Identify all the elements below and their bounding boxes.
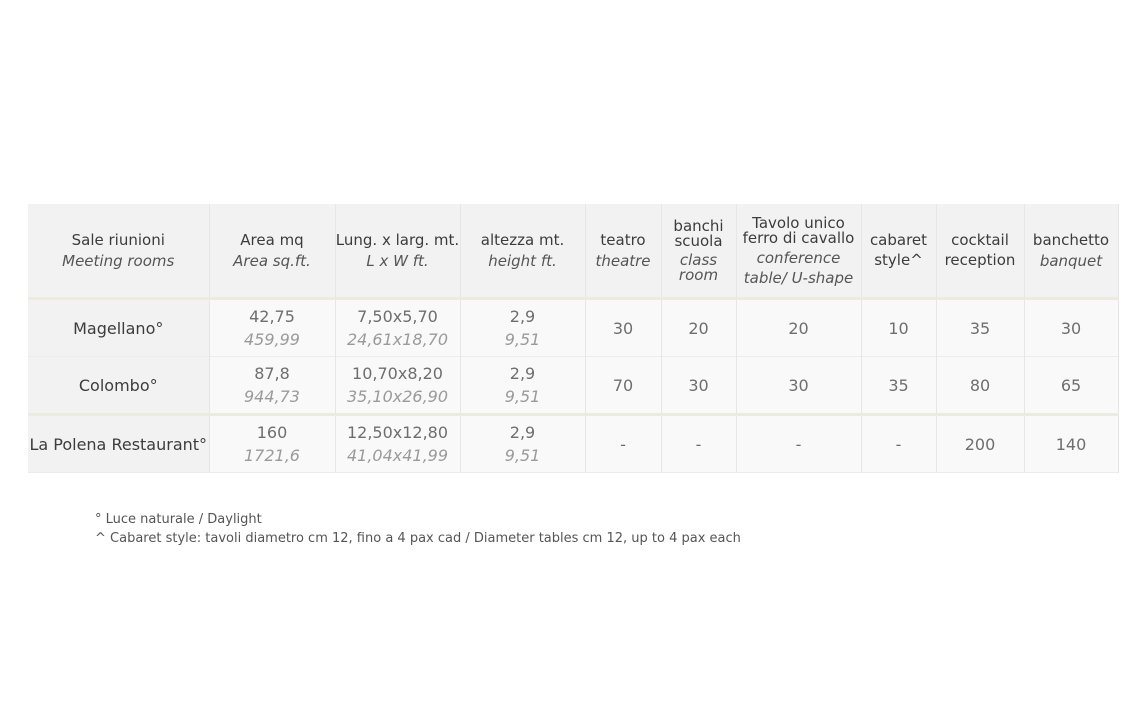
height-cell: 2,9 9,51: [460, 415, 585, 473]
area-cell: 87,8 944,73: [209, 357, 335, 415]
u-shape-cell: 20: [736, 299, 861, 357]
room-name: Magellano°: [28, 299, 209, 357]
area-cell: 42,75 459,99: [209, 299, 335, 357]
room-name: La Polena Restaurant°: [28, 415, 209, 473]
header-row: [28, 204, 1118, 299]
header-cocktail: cocktail reception: [936, 204, 1024, 299]
header-theatre: teatro theatre: [585, 204, 661, 299]
table-row: [28, 299, 1118, 357]
banquet-cell: 140: [1024, 415, 1118, 473]
classroom-cell: -: [661, 415, 736, 473]
height-cell: 2,9 9,51: [460, 357, 585, 415]
header-meeting-rooms: Sale riunioni Meeting rooms: [28, 204, 209, 299]
header-u-shape: Tavolo unico ferro di cavallo conference table/ U-shape: [736, 204, 861, 299]
header-classroom: banchi scuola class room: [661, 204, 736, 299]
classroom-cell: 30: [661, 357, 736, 415]
cocktail-cell: 35: [936, 299, 1024, 357]
theatre-cell: 70: [585, 357, 661, 415]
u-shape-cell: -: [736, 415, 861, 473]
room-name: Colombo°: [28, 357, 209, 415]
cabaret-cell: 10: [861, 299, 936, 357]
header-height: altezza mt. height ft.: [460, 204, 585, 299]
banquet-cell: 30: [1024, 299, 1118, 357]
cocktail-cell: 200: [936, 415, 1024, 473]
theatre-cell: 30: [585, 299, 661, 357]
banquet-cell: 65: [1024, 357, 1118, 415]
dimensions-cell: 12,50x12,80 41,04x41,99: [335, 415, 460, 473]
footnotes: [95, 510, 741, 548]
table-row: [28, 415, 1118, 473]
table-row: [28, 357, 1118, 415]
area-cell: 160 1721,6: [209, 415, 335, 473]
cabaret-cell: -: [861, 415, 936, 473]
cabaret-cell: 35: [861, 357, 936, 415]
meeting-rooms-table-wrapper: [28, 204, 1118, 473]
footnote-daylight: ° Luce naturale / Daylight: [95, 512, 262, 527]
dimensions-cell: 10,70x8,20 35,10x26,90: [335, 357, 460, 415]
footnote-cabaret: ^ Cabaret style: tavoli diametro cm 12, fino a 4 pax cad / Diameter tables cm 12, up to 4 pax each: [95, 531, 741, 546]
cocktail-cell: 80: [936, 357, 1024, 415]
u-shape-cell: 30: [736, 357, 861, 415]
header-cabaret: cabaret style^: [861, 204, 936, 299]
header-dimensions: Lung. x larg. mt. L x W ft.: [335, 204, 460, 299]
meeting-rooms-table: [28, 204, 1119, 473]
header-area: Area mq Area sq.ft.: [209, 204, 335, 299]
theatre-cell: -: [585, 415, 661, 473]
classroom-cell: 20: [661, 299, 736, 357]
height-cell: 2,9 9,51: [460, 299, 585, 357]
dimensions-cell: 7,50x5,70 24,61x18,70: [335, 299, 460, 357]
header-banquet: banchetto banquet: [1024, 204, 1118, 299]
